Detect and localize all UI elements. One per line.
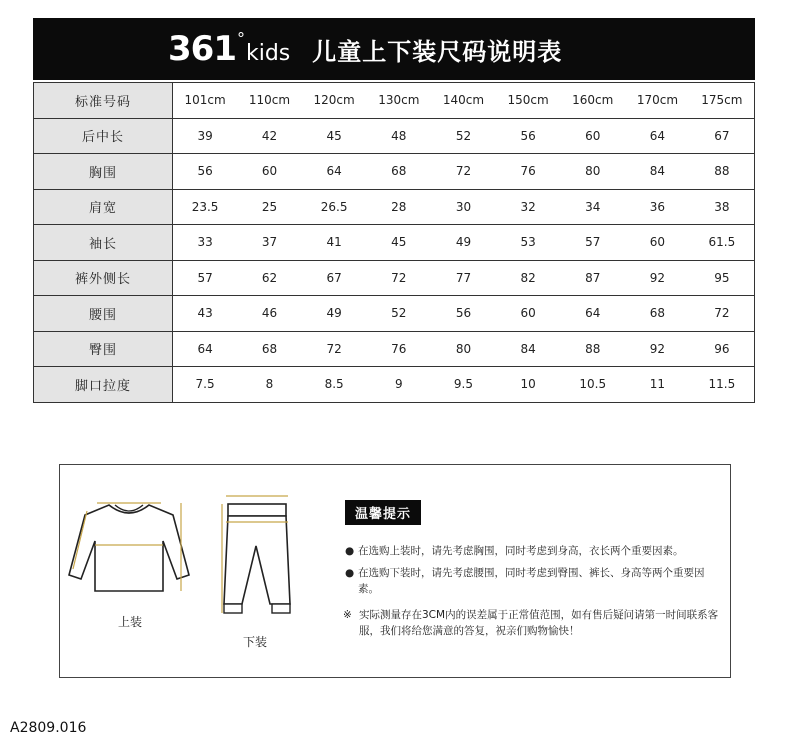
- tips-box: [59, 464, 731, 678]
- table-cell: 82: [496, 260, 561, 296]
- table-cell: 84: [496, 331, 561, 367]
- row-label: 后中长: [34, 118, 173, 154]
- tip-note: [345, 607, 725, 639]
- table-cell: 64: [560, 296, 625, 332]
- table-cell: 43: [173, 296, 238, 332]
- table-cell: 25: [237, 189, 302, 225]
- table-cell: 30: [431, 189, 496, 225]
- row-label: 胸围: [34, 154, 173, 190]
- table-cell: 68: [625, 296, 690, 332]
- table-cell: 88: [560, 331, 625, 367]
- header-bar: [33, 18, 755, 80]
- table-cell: 62: [237, 260, 302, 296]
- brand-kids: kids: [245, 41, 291, 66]
- table-cell: 175cm: [690, 83, 755, 119]
- table-cell: 41: [302, 225, 367, 261]
- table-cell: 49: [302, 296, 367, 332]
- note-mark-icon: ※: [343, 609, 352, 621]
- table-row: [34, 225, 755, 261]
- size-table: [33, 82, 755, 403]
- top-garment-icon: [65, 495, 193, 595]
- row-label: 袖长: [34, 225, 173, 261]
- table-cell: 84: [625, 154, 690, 190]
- table-cell: 60: [496, 296, 561, 332]
- table-cell: 45: [302, 118, 367, 154]
- table-row: [34, 189, 755, 225]
- table-cell: 67: [690, 118, 755, 154]
- table-cell: 8: [237, 367, 302, 403]
- table-row: [34, 154, 755, 190]
- table-cell: 56: [173, 154, 238, 190]
- row-label: 肩宽: [34, 189, 173, 225]
- table-cell: 96: [690, 331, 755, 367]
- table-cell: 80: [560, 154, 625, 190]
- row-label: 臀围: [34, 331, 173, 367]
- table-cell: 67: [302, 260, 367, 296]
- table-cell: 80: [431, 331, 496, 367]
- table-cell: 64: [625, 118, 690, 154]
- table-cell: 60: [625, 225, 690, 261]
- table-cell: 57: [173, 260, 238, 296]
- top-garment-label: 上装: [118, 615, 143, 629]
- table-cell: 87: [560, 260, 625, 296]
- product-code: A2809.016: [10, 720, 87, 736]
- table-cell: 39: [173, 118, 238, 154]
- table-cell: 77: [431, 260, 496, 296]
- table-cell: 10.5: [560, 367, 625, 403]
- table-cell: 7.5: [173, 367, 238, 403]
- table-cell: 72: [302, 331, 367, 367]
- table-cell: 150cm: [496, 83, 561, 119]
- table-cell: 95: [690, 260, 755, 296]
- table-cell: 52: [431, 118, 496, 154]
- table-cell: 170cm: [625, 83, 690, 119]
- table-cell: 72: [366, 260, 431, 296]
- tip-item: [345, 565, 725, 597]
- table-cell: 72: [690, 296, 755, 332]
- bottom-garment-icon: [218, 490, 296, 618]
- table-cell: 76: [496, 154, 561, 190]
- table-cell: 52: [366, 296, 431, 332]
- row-label: 脚口拉度: [34, 367, 173, 403]
- table-cell: 10: [496, 367, 561, 403]
- table-cell: 64: [302, 154, 367, 190]
- table-cell: 57: [560, 225, 625, 261]
- table-cell: 60: [560, 118, 625, 154]
- tip-text: 在选购下装时，请先考虑腰围，同时考虑到臀围、裤长、身高等两个重要因素。: [358, 567, 705, 595]
- table-cell: 72: [431, 154, 496, 190]
- brand-logo: [168, 29, 290, 69]
- table-cell: 56: [496, 118, 561, 154]
- table-cell: 9.5: [431, 367, 496, 403]
- table-cell: 34: [560, 189, 625, 225]
- bottom-garment-label: 下装: [243, 635, 268, 649]
- tip-item: [345, 543, 725, 559]
- table-cell: 28: [366, 189, 431, 225]
- row-label: 标准号码: [34, 83, 173, 119]
- table-cell: 160cm: [560, 83, 625, 119]
- table-cell: 9: [366, 367, 431, 403]
- row-label: 裤外侧长: [34, 260, 173, 296]
- bullet-icon: ●: [345, 545, 355, 557]
- table-cell: 76: [366, 331, 431, 367]
- table-cell: 68: [237, 331, 302, 367]
- table-row: [34, 367, 755, 403]
- table-cell: 11.5: [690, 367, 755, 403]
- brand-degree: °: [236, 29, 244, 48]
- page-title: 儿童上下装尺码说明表: [312, 37, 563, 66]
- table-cell: 92: [625, 331, 690, 367]
- table-cell: 140cm: [431, 83, 496, 119]
- table-row: [34, 260, 755, 296]
- table-cell: 60: [237, 154, 302, 190]
- table-cell: 56: [431, 296, 496, 332]
- table-cell: 11: [625, 367, 690, 403]
- table-cell: 36: [625, 189, 690, 225]
- table-cell: 42: [237, 118, 302, 154]
- bullet-icon: ●: [345, 567, 355, 579]
- table-cell: 64: [173, 331, 238, 367]
- table-cell: 110cm: [237, 83, 302, 119]
- table-cell: 88: [690, 154, 755, 190]
- table-cell: 53: [496, 225, 561, 261]
- table-row: [34, 296, 755, 332]
- table-cell: 32: [496, 189, 561, 225]
- table-cell: 61.5: [690, 225, 755, 261]
- table-cell: 26.5: [302, 189, 367, 225]
- row-label: 腰围: [34, 296, 173, 332]
- table-row: [34, 331, 755, 367]
- tips-badge: 温馨提示: [345, 500, 421, 525]
- table-cell: 45: [366, 225, 431, 261]
- table-cell: 23.5: [173, 189, 238, 225]
- table-cell: 38: [690, 189, 755, 225]
- table-cell: 48: [366, 118, 431, 154]
- table-cell: 49: [431, 225, 496, 261]
- table-cell: 120cm: [302, 83, 367, 119]
- table-cell: 101cm: [173, 83, 238, 119]
- table-cell: 130cm: [366, 83, 431, 119]
- table-cell: 37: [237, 225, 302, 261]
- table-cell: 33: [173, 225, 238, 261]
- table-row: [34, 118, 755, 154]
- table-header-row: [34, 83, 755, 119]
- tips-list: [345, 543, 725, 639]
- table-cell: 92: [625, 260, 690, 296]
- tip-text: 在选购上装时，请先考虑胸围，同时考虑到身高，衣长两个重要因素。: [358, 545, 684, 557]
- table-cell: 46: [237, 296, 302, 332]
- brand-number: 361: [168, 29, 236, 69]
- table-cell: 68: [366, 154, 431, 190]
- table-cell: 8.5: [302, 367, 367, 403]
- note-text: 实际测量存在3CM内的误差属于正常值范围，如有售后疑问请第一时间联系客服，我们将给您满意的答复，祝亲们购物愉快！: [359, 609, 719, 637]
